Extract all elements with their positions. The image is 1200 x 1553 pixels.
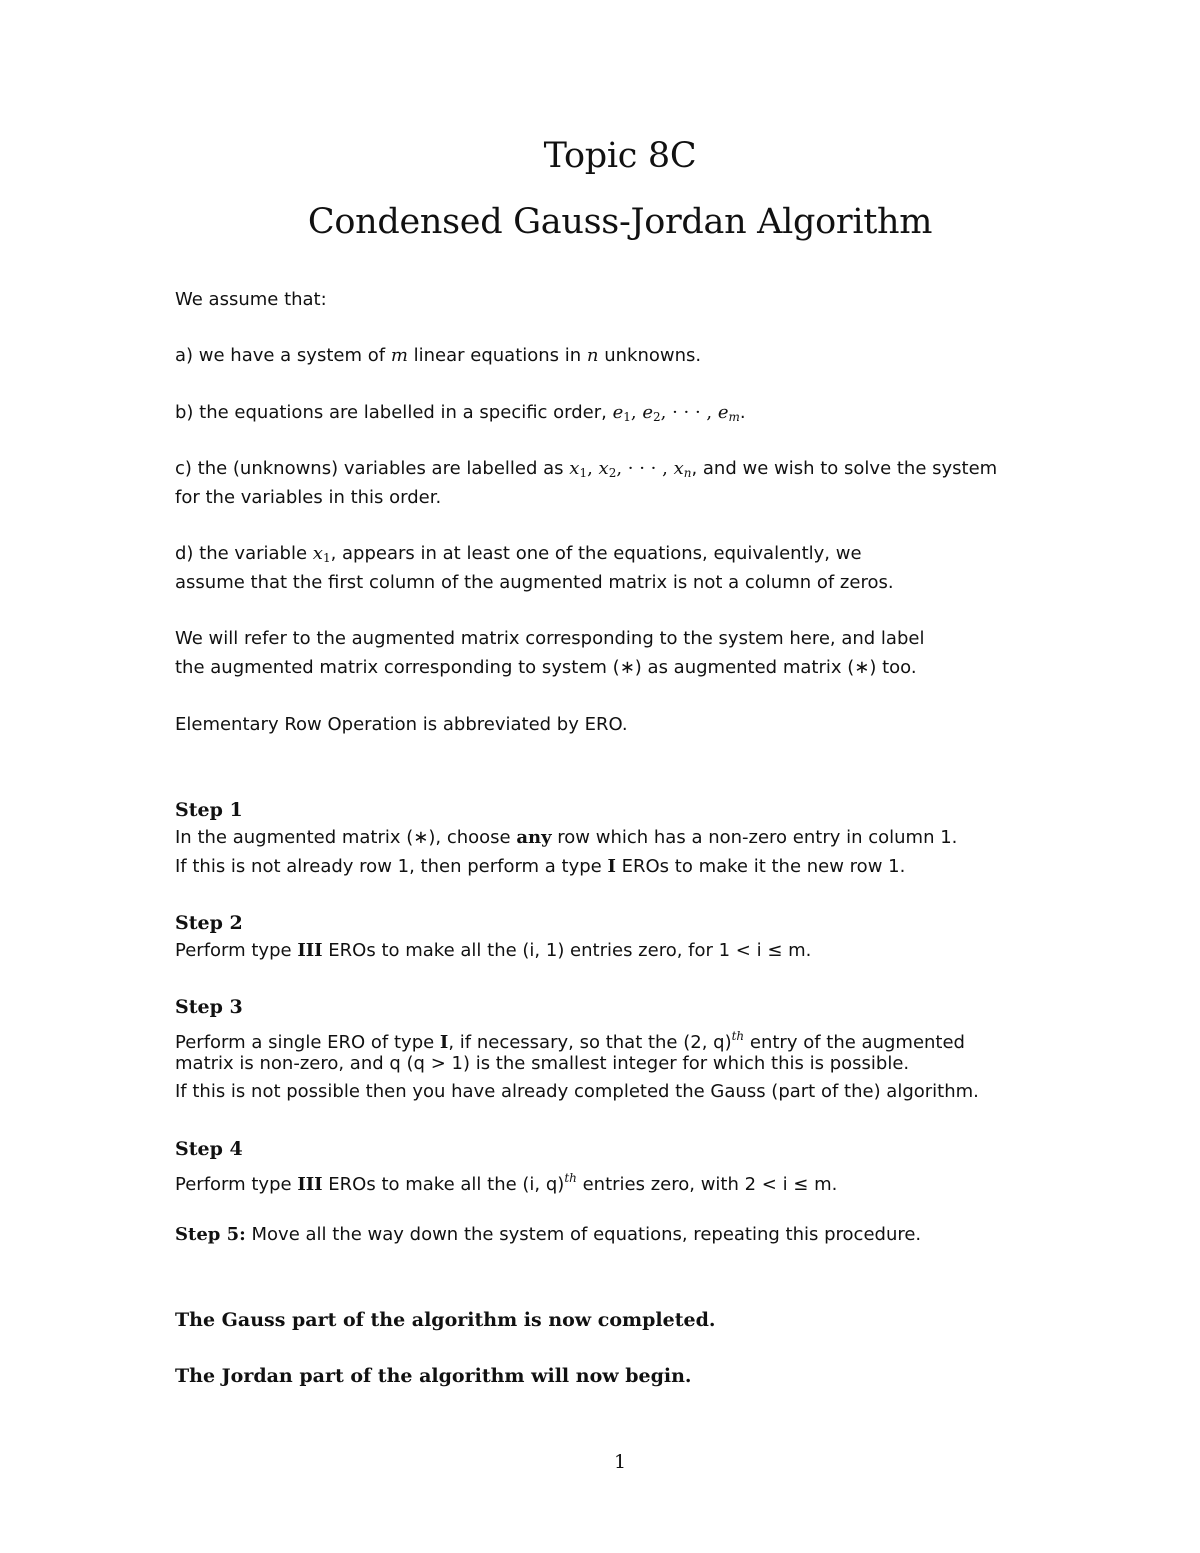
assumption-b: b) the equations are labelled in a specific order, $e_1$, $e_2$, · · · , $e_m$. <box>175 402 746 424</box>
refer-line2: the augmented matrix corresponding to system (∗) as augmented matrix (∗) too. <box>175 657 917 678</box>
step1-line2: If this is not already row 1, then perform a type I EROs to make it the new row 1. <box>175 856 906 877</box>
intro-text: We assume that: <box>175 289 327 310</box>
assumption-c-line2: for the variables in this order. <box>175 487 442 508</box>
assumption-d-line2: assume that the first column of the augmented matrix is not a column of zeros. <box>175 572 894 593</box>
step2-line1: Perform type III EROs to make all the (i, 1) entries zero, for 1 < i ≤ m. <box>175 940 812 961</box>
step3-heading: Step 3 <box>175 996 243 1018</box>
step3-line2: matrix is non-zero, and q (q > 1) is the smallest integer for which this is possible. <box>175 1053 910 1074</box>
assumption-c: c) the (unknowns) variables are labelled as $x_1$, $x_2$, · · · , $x_n$, and we wish to solve the system <box>175 458 998 480</box>
ero-note: Elementary Row Operation is abbreviated by ERO. <box>175 714 628 735</box>
step5-line: Step 5: Move all the way down the system of equations, repeating this procedure. <box>175 1224 922 1245</box>
step3-line3: If this is not possible then you have already completed the Gauss (part of the) algorithm. <box>175 1081 979 1102</box>
jordan-begin: The Jordan part of the algorithm will now begin. <box>175 1365 692 1387</box>
assumption-a: a) we have a system of m linear equations in n unknowns. <box>175 345 702 366</box>
step4-heading: Step 4 <box>175 1138 243 1160</box>
step3-line1: Perform a single ERO of type I, if necessary, so that the (2, q)$^{th}$ entry of the augmented <box>175 1029 965 1053</box>
assumption-d: d) the variable $x_1$, appears in at least one of the equations, equivalently, we <box>175 543 862 565</box>
step4-line1: Perform type III EROs to make all the (i, q)$^{th}$ entries zero, with 2 < i ≤ m. <box>175 1171 838 1195</box>
refer-line1: We will refer to the augmented matrix corresponding to the system here, and label <box>175 628 925 649</box>
gauss-complete: The Gauss part of the algorithm is now completed. <box>175 1309 716 1331</box>
step1-heading: Step 1 <box>175 799 243 821</box>
step5-heading: Step 5: <box>175 1224 246 1245</box>
step1-line1: In the augmented matrix (∗), choose any row which has a non-zero entry in column 1. <box>175 827 958 848</box>
document-title: Topic 8C <box>543 136 697 176</box>
document-subtitle: Condensed Gauss-Jordan Algorithm <box>307 202 933 242</box>
page-number: 1 <box>613 1451 627 1473</box>
step2-heading: Step 2 <box>175 912 243 934</box>
